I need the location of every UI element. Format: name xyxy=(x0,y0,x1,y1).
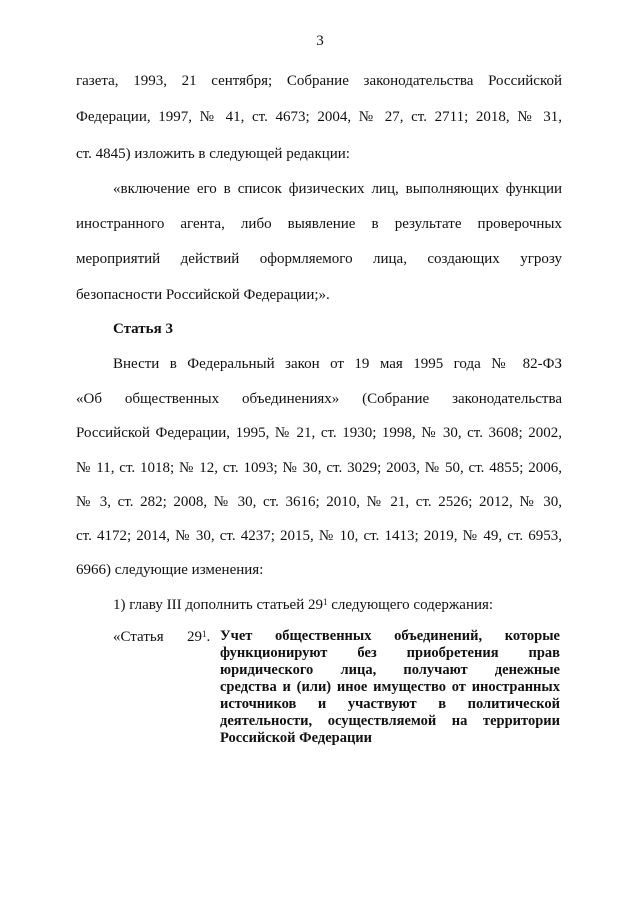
text-line: Федерации, 1997, № 41, ст. 4673; 2004, № 27, ст. 2711; 2018, № 31, xyxy=(76,109,562,125)
text-line: «Об общественных объединениях» (Собрание законодательства xyxy=(76,391,562,407)
amendment-text: следующего содержания: xyxy=(327,597,494,613)
article-title-line: функционируют без приобретения прав xyxy=(220,645,560,661)
article-title-line: средства и (или) иное имущество от иностранных xyxy=(220,679,560,695)
article-title-line: деятельности, осуществляемой на территории xyxy=(220,713,560,729)
article-title-line: Учет общественных объединений, которые xyxy=(220,628,560,644)
text-line: Российской Федерации, 1995, № 21, ст. 1930; 1998, № 30, ст. 3608; 2002, xyxy=(76,425,562,441)
text-line: безопасности Российской Федерации;». xyxy=(76,287,330,303)
text-line: ст. 4845) изложить в следующей редакции: xyxy=(76,146,350,162)
amendment-item xyxy=(113,596,562,614)
article-title-line: Российской Федерации xyxy=(220,730,373,746)
article-title-line: источников и участвуют в политической xyxy=(220,696,560,712)
text-line: газета, 1993, 21 сентября; Собрание законодательства Российской xyxy=(76,73,562,89)
amendment-text: 1) главу III дополнить статьей 29 xyxy=(113,597,323,613)
text-line: № 11, ст. 1018; № 12, ст. 1093; № 30, ст. 3029; 2003, № 50, ст. 4855; 2006, xyxy=(76,460,562,476)
text-line: «включение его в список физических лиц, выполняющих функции xyxy=(113,181,562,197)
text-line: № 3, ст. 282; 2008, № 30, ст. 3616; 2010, № 21, ст. 2526; 2012, № 30, xyxy=(76,494,562,510)
article-number: $29^1$. xyxy=(187,629,211,645)
amendment-superscript: 1 xyxy=(322,597,328,607)
text-line: мероприятий действий оформляемого лица, создающих угрозу xyxy=(76,251,562,267)
article-title-line: юридического лица, получают денежные xyxy=(220,662,560,678)
text-line: Внести в Федеральный закон от 19 мая 1995 года № 82-ФЗ xyxy=(113,356,562,372)
text-line: иностранного агента, либо выявление в результате проверочных xyxy=(76,216,562,232)
page-number: 3 xyxy=(316,33,324,49)
article-label: «Статья xyxy=(113,629,164,645)
text-line: ст. 4172; 2014, № 30, ст. 4237; 2015, № 10, ст. 1413; 2019, № 49, ст. 6953, xyxy=(76,528,562,544)
article-title xyxy=(220,628,560,747)
text-line: 6966) следующие изменения: xyxy=(76,562,264,578)
article-heading: Статья 3 xyxy=(113,321,173,337)
